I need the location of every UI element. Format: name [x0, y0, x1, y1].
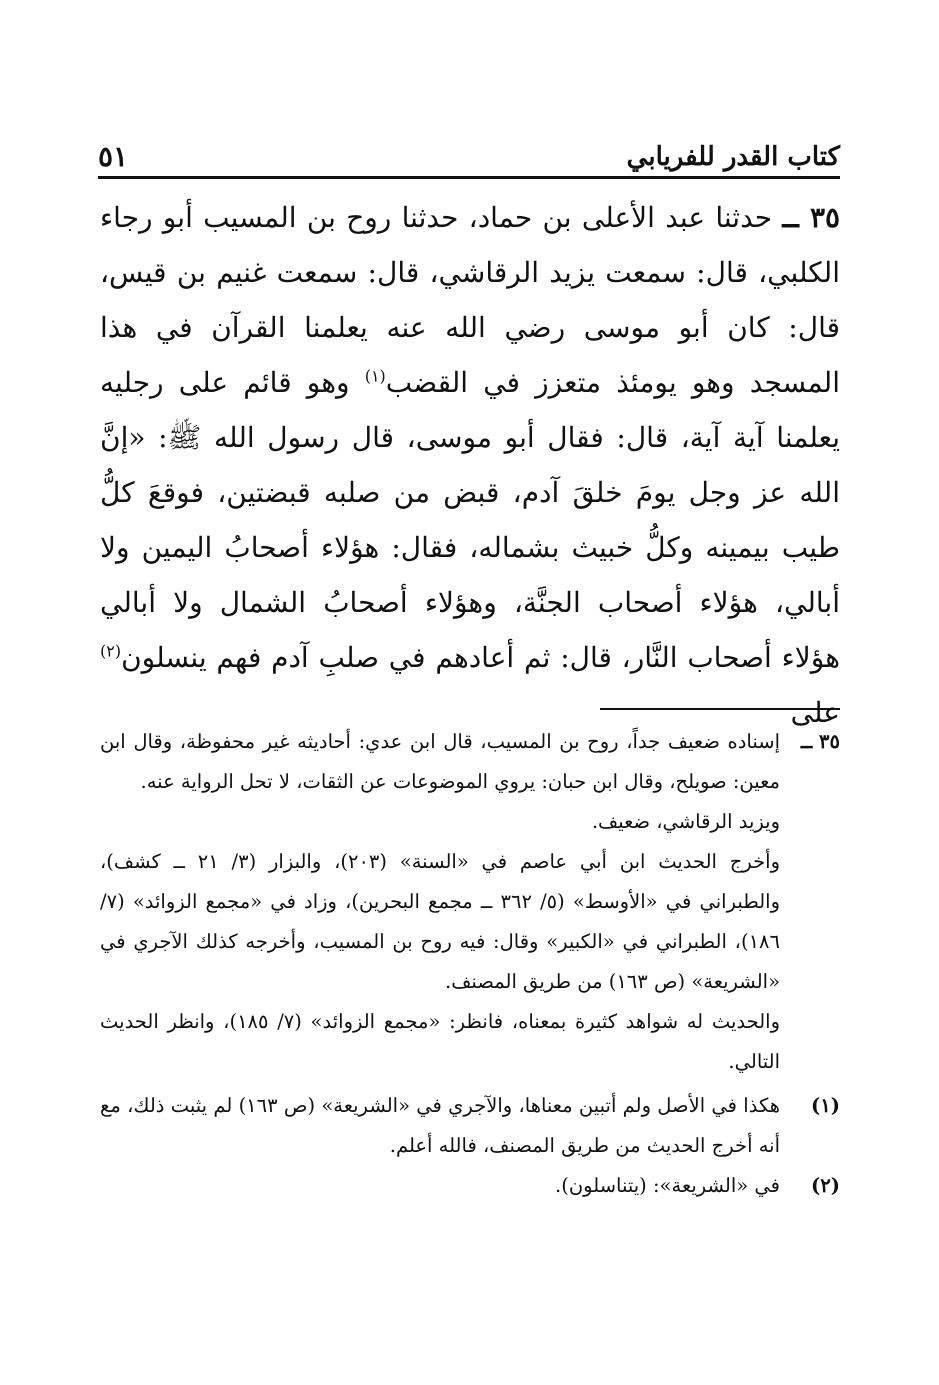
header-rule [98, 176, 840, 179]
takhrij-paragraph: وأخرج الحديث ابن أبي عاصم في «السنة» (٢٠٣)، والبزار (٣/ ٢١ ــ كشف)، والطبراني في «الأوسط» (٥/ ٣٦٢ ــ مجمع البحرين)، وزاد في «مجمع الزوائد» (٧/ ١٨٦)، الطبراني في «الكبير» وقال: فيه روح بن المسيب، وأخرجه كذلك الآجري في «الشريعة» (ص ١٦٣) من طريق المصنف. [100, 850, 780, 993]
page-number: ٥١ [98, 140, 129, 173]
page-header [98, 128, 840, 174]
takhrij-paragraph: ويزيد الرقاشي، ضعيف. [591, 810, 780, 833]
hadith-text-part-1: حدثنا عبد الأعلى بن حماد، حدثنا روح بن المسيب أبو رجاء الكلبي، قال: سمعت يزيد الرقاشي، قال: سمعت غنيم بن قيس، قال: كان أبو موسى رضي الله عنه يعلمنا القرآن في هذا المسجد وهو يومئذ متعزز في القضب [100, 201, 840, 399]
footnote-ref-2[interactable]: (٢) [100, 641, 122, 661]
footnote-2 [100, 1166, 840, 1206]
footnote-separator [600, 708, 840, 710]
takhrij-label: ٣٥ ــ [800, 730, 840, 753]
footnote-ref-1[interactable]: (١) [364, 366, 386, 386]
footnotes [100, 722, 840, 1206]
book-title: كتاب القدر للفريابي [626, 142, 840, 172]
footnote-1-text: هكذا في الأصل ولم أتبين معناها، والآجري في «الشريعة» (ص ١٦٣) لم يثبت ذلك، مع أنه أخرج الحديث من طريق المصنف، فالله أعلم. [100, 1094, 780, 1157]
hadith-text-part-2: وهو قائم على رجليه يعلمنا آية آية، قال: فقال أبو موسى، قال رسول الله ﷺ: «إنَّ الله عز وجل يومَ خلقَ آدم، قبض من صلبه قبضتين، فوقعَ كلُّ طيب بيمينه وكلُّ خبيث بشماله، فقال: هؤلاء أصحابُ اليمين ولا أبالي، هؤلاء أصحاب الجنَّة، وهؤلاء أصحابُ الشمال ولا أبالي هؤلاء أصحاب النَّار، قال: ثم أعادهم في صلبِ آدم فهم ينسلون [100, 366, 840, 674]
footnote-1 [100, 1086, 840, 1166]
takhrij-note [100, 722, 840, 1082]
footnote-2-label: (٢) [811, 1174, 840, 1197]
footnote-1-label: (١) [811, 1094, 840, 1117]
takhrij-paragraph: والحديث له شواهد كثيرة بمعناه، فانظر: «مجمع الزوائد» (٧/ ١٨٥)، وانظر الحديث التالي. [100, 1010, 780, 1073]
hadith-text-part-3: على [790, 696, 840, 729]
takhrij-paragraph: إسناده ضعيف جداً، روح بن المسيب، قال ابن عدي: أحاديثه غير محفوظة، وقال ابن معين: صويلح، وقال ابن حبان: يروي الموضوعات عن الثقات، لا تحل الرواية عنه. [100, 730, 780, 793]
footnote-2-text: في «الشريعة»: (يتناسلون). [555, 1174, 780, 1197]
hadith-text [100, 190, 840, 740]
hadith-number: ٣٥ ــ [782, 201, 841, 234]
numbered-notes [100, 1086, 840, 1206]
takhrij-body [100, 722, 780, 1082]
